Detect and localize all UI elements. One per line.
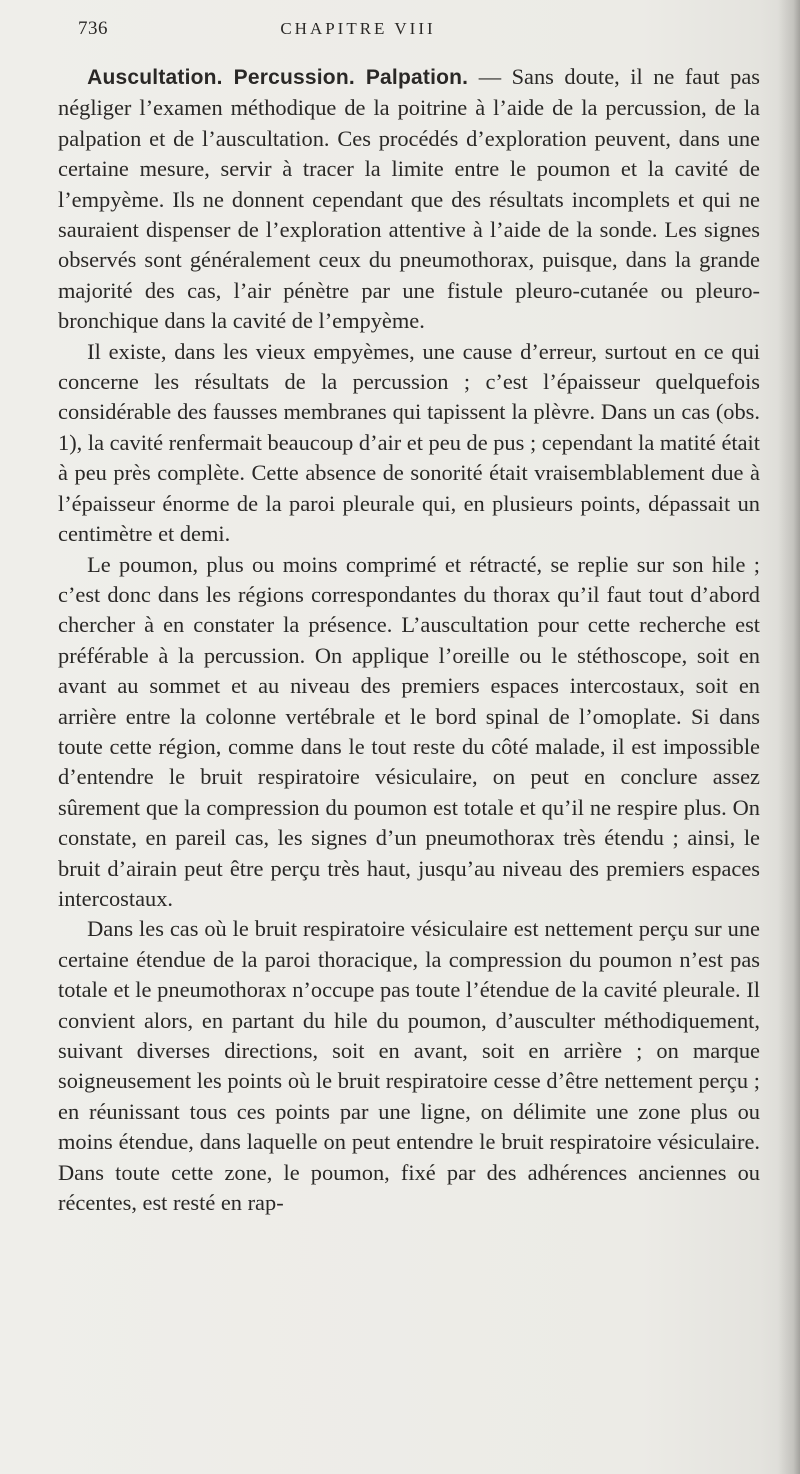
page-edge-shadow — [778, 0, 800, 1474]
running-head — [78, 18, 738, 48]
paragraph-3: Le poumon, plus ou moins comprimé et rétracté, se replie sur son hile ; c’est donc dans les régions correspondantes du thorax qu’il faut tout d’abord chercher à en constater la présence. L’auscultation pour cette recherche est préférable à la percussion. On applique l’oreille ou le stéthoscope, soit en avant au sommet et au niveau des premiers espaces intercostaux, soit en arrière entre la colonne vertébrale et le bord spinal de l’omoplate. Si dans toute cette région, comme dans le tout reste du côté malade, il est impossible d’entendre le bruit respiratoire vésiculaire, on peut en conclure assez sûrement que la compression du poumon est totale et qu’il ne respire plus. On constate, en pareil cas, les signes d’un pneumothorax très étendu ; ainsi, le bruit d’airain peut être perçu très haut, jusqu’au niveau des premiers espaces intercostaux. — [58, 551, 760, 911]
section-heading: Auscultation. Percussion. Palpation. — [87, 66, 469, 89]
page-number: 736 — [78, 18, 108, 39]
paragraph-1 — [58, 62, 760, 337]
chapter-title: CHAPITRE VIII — [280, 19, 436, 38]
paragraph-2: Il existe, dans les vieux empyèmes, une cause d’erreur, surtout en ce qui concerne les résultats de la percussion ; c’est l’épaisseur quelquefois considérable des fausses membranes qui tapissent la plèvre. Dans un cas (obs. 1), la cavité renfermait beaucoup d’air et peu de pus ; cependant la matité était à peu près complète. Cette absence de sonorité était vraisemblablement due à l’épaisseur énorme de la paroi pleurale qui, en plusieurs points, dépassait un centimètre et demi. — [58, 338, 760, 547]
paragraph-1-text: Sans doute, il ne faut pas négliger l’examen méthodique de la poitrine à l’aide de la percussion, de la palpation et de l’auscultation. Ces procédés d’exploration peuvent, dans une certaine mesure, servir à tracer la limite entre le poumon et la cavité de l’empyème. Ils ne donnent cependant que des résultats incomplets et qui ne sauraient dispenser de l’exploration attentive à l’aide de la sonde. Les signes observés sont généralement ceux du pneumothorax, puisque, dans la grande majorité des cas, l’air pénètre par une fistule pleuro-cutanée ou pleuro-bronchique dans la cavité de l’empyème. — [58, 64, 760, 334]
heading-dash: — — [468, 64, 512, 89]
paragraph-4: Dans les cas où le bruit respiratoire vésiculaire est nettement perçu sur une certaine étendue de la paroi thoracique, la compression du poumon n’est pas totale et le pneumothorax n’occupe pas toute l’étendue de la cavité pleurale. Il convient alors, en partant du hile du poumon, d’ausculter méthodiquement, suivant diverses directions, soit en avant, soit en arrière ; on marque soigneusement les points où le bruit respiratoire cesse d’être nettement perçu ; en réunissant tous ces points par une ligne, on délimite une zone plus ou moins étendue, dans laquelle on peut entendre le bruit respiratoire vésiculaire. Dans toute cette zone, le poumon, fixé par des adhérences anciennes ou récentes, est resté en rap- — [58, 916, 760, 1216]
text-body — [58, 62, 760, 1218]
